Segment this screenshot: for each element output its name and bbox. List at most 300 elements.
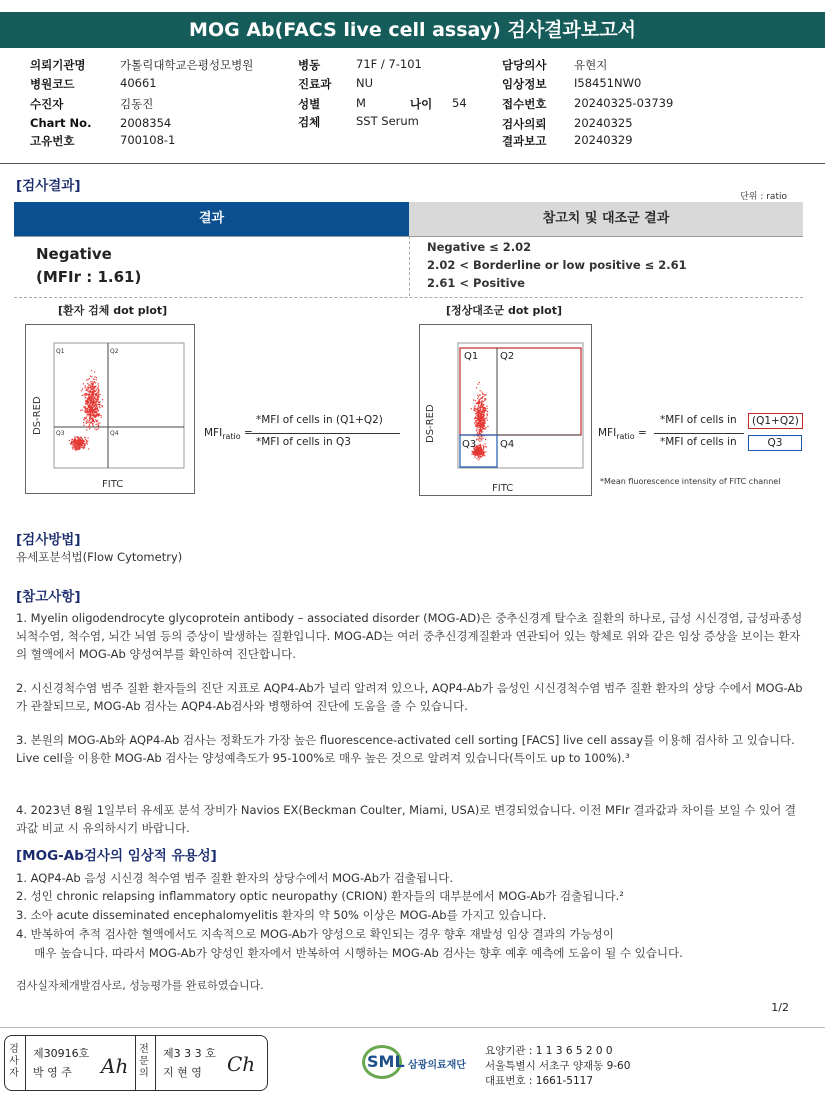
scatter-dot: [87, 383, 88, 384]
scatter-dot: [100, 404, 101, 405]
scatter-dot: [90, 422, 91, 423]
scatter-dot: [101, 405, 102, 406]
scatter-dot: [87, 441, 88, 442]
scatter-dot: [92, 419, 93, 420]
scatter-dot: [483, 424, 484, 425]
scatter-dot: [97, 388, 98, 389]
scatter-dot: [79, 442, 80, 443]
footer-sep-1: [25, 1036, 26, 1090]
scatter-dot: [95, 391, 96, 392]
scatter-dot: [75, 443, 76, 444]
scatter-dot: [78, 444, 79, 445]
scatter-dot: [484, 394, 485, 395]
scatter-dot: [96, 414, 97, 415]
scatter-dot: [80, 439, 81, 440]
scatter-dot: [95, 395, 96, 396]
scatter-dot: [480, 428, 481, 429]
scatter-dot: [98, 392, 99, 393]
scatter-dot: [481, 392, 482, 393]
scatter-dot: [80, 410, 81, 411]
scatter-dot: [87, 394, 88, 395]
scatter-dot: [484, 400, 485, 401]
scatter-dot: [89, 426, 90, 427]
scatter-dot: [479, 441, 480, 442]
scatter-dot: [87, 413, 88, 414]
scatter-dot: [85, 406, 86, 407]
scatter-dot: [97, 413, 98, 414]
scatter-dot: [98, 385, 99, 386]
scatter-dot: [478, 436, 479, 437]
control-plot-caption: [정상대조군 dot plot]: [446, 304, 562, 317]
scatter-dot: [91, 385, 92, 386]
scatter-dot: [95, 382, 96, 383]
scatter-dot: [91, 409, 92, 410]
formula-right-denominator: *MFI of cells in: [660, 436, 737, 448]
scatter-dot: [476, 413, 477, 414]
scatter-dot: [74, 438, 75, 439]
scatter-dot: [481, 402, 482, 403]
scatter-dot: [85, 404, 86, 405]
scatter-dot: [478, 412, 479, 413]
control-plot-svg: [420, 325, 591, 495]
scatter-dot: [86, 416, 87, 417]
scatter-dot: [93, 400, 94, 401]
agency-number: 요양기관 : 1 1 3 6 5 2 0 0: [485, 1045, 613, 1057]
scatter-dot: [87, 387, 88, 388]
scatter-dot: [78, 441, 79, 442]
scatter-dot: [483, 428, 484, 429]
scatter-dot: [482, 445, 483, 446]
scatter-dot: [479, 447, 480, 448]
scatter-dot: [89, 424, 90, 425]
scatter-dot: [478, 454, 479, 455]
scatter-dot: [475, 424, 476, 425]
scatter-dot: [478, 399, 479, 400]
scatter-dot: [487, 408, 488, 409]
scatter-dot: [482, 438, 483, 439]
formula-right-fraction-line: [654, 433, 744, 434]
scatter-dot: [85, 387, 86, 388]
scatter-dot: [92, 423, 93, 424]
scatter-dot: [85, 385, 86, 386]
scatter-dot: [480, 425, 481, 426]
scatter-dot: [88, 379, 89, 380]
scatter-dot: [71, 439, 72, 440]
scatter-dot: [481, 429, 482, 430]
scatter-dot: [95, 386, 96, 387]
scatter-dot: [96, 405, 97, 406]
scatter-dot: [476, 452, 477, 453]
control-q2: Q2: [500, 351, 515, 362]
doctor-vertical-label: 전문의: [139, 1044, 149, 1079]
scatter-dot: [83, 441, 84, 442]
scatter-dot: [91, 397, 92, 398]
scatter-dot: [88, 398, 89, 399]
scatter-dot: [480, 411, 481, 412]
scatter-dot: [71, 441, 72, 442]
scatter-dot: [485, 418, 486, 419]
scatter-dot: [96, 406, 97, 407]
scatter-dot: [486, 417, 487, 418]
scatter-dot: [87, 408, 88, 409]
scatter-dot: [93, 402, 94, 403]
control-dot-plot: [419, 324, 592, 496]
scatter-dot: [85, 400, 86, 401]
scatter-dot: [86, 410, 87, 411]
scatter-dot: [90, 417, 91, 418]
scatter-dot: [477, 398, 478, 399]
notes-heading: [참고사항]: [16, 589, 81, 605]
scatter-dot: [101, 417, 102, 418]
scatter-dot: [86, 421, 87, 422]
scatter-dot: [81, 441, 82, 442]
scatter-dot: [83, 440, 84, 441]
scatter-dot: [478, 440, 479, 441]
scatter-dot: [74, 444, 75, 445]
scatter-dot: [90, 381, 91, 382]
scatter-dot: [74, 442, 75, 443]
control-q3: Q3: [462, 439, 477, 450]
scatter-dot: [487, 420, 488, 421]
scatter-dot: [94, 409, 95, 410]
scatter-dot: [93, 421, 94, 422]
scatter-dot: [94, 387, 95, 388]
scatter-dot: [484, 420, 485, 421]
scatter-dot: [477, 432, 478, 433]
scatter-dot: [98, 399, 99, 400]
scatter-dot: [487, 415, 488, 416]
scatter-dot: [485, 394, 486, 395]
scatter-dot: [479, 427, 480, 428]
scatter-dot: [86, 441, 87, 442]
scatter-dot: [87, 389, 88, 390]
scatter-dot: [87, 405, 88, 406]
scatter-dot: [478, 459, 479, 460]
control-x-label: FITC: [492, 483, 514, 494]
examiner-vertical-label: 검사자: [9, 1044, 19, 1079]
doctor-name: 지 현 영: [163, 1066, 202, 1079]
scatter-dot: [96, 379, 97, 380]
scatter-dot: [484, 418, 485, 419]
result-header-left: 결과: [14, 202, 409, 236]
scatter-dot: [74, 436, 75, 437]
scatter-dot: [85, 439, 86, 440]
scatter-dot: [487, 426, 488, 427]
scatter-dot: [93, 389, 94, 390]
control-y-label: DS-RED: [425, 404, 436, 443]
scatter-dot: [89, 408, 90, 409]
scatter-dot: [77, 448, 78, 449]
scatter-dot: [475, 450, 476, 451]
scatter-dot: [481, 436, 482, 437]
scatter-dot: [91, 388, 92, 389]
scatter-dot: [89, 418, 90, 419]
scatter-dot: [91, 422, 92, 423]
scatter-dot: [99, 406, 100, 407]
scatter-dot: [95, 429, 96, 430]
scatter-dot: [92, 386, 93, 387]
scatter-dot: [72, 446, 73, 447]
scatter-dot: [98, 383, 99, 384]
scatter-dot: [484, 426, 485, 427]
scatter-dot: [84, 411, 85, 412]
scatter-dot: [480, 394, 481, 395]
scatter-dot: [97, 409, 98, 410]
scatter-dot: [479, 444, 480, 445]
patient-plot-svg: [26, 325, 194, 493]
scatter-dot: [479, 453, 480, 454]
scatter-dot: [93, 414, 94, 415]
scatter-dot: [91, 370, 92, 371]
scatter-dot: [85, 444, 86, 445]
scatter-dot: [476, 387, 477, 388]
scatter-dot: [471, 454, 472, 455]
scatter-dot: [87, 419, 88, 420]
scatter-dot: [479, 429, 480, 430]
scatter-dot: [483, 401, 484, 402]
scatter-dot: [96, 429, 97, 430]
result-column-divider: [409, 236, 410, 296]
scatter-dot: [90, 418, 91, 419]
scatter-dot: [475, 425, 476, 426]
scatter-dot: [479, 411, 480, 412]
scatter-dot: [75, 449, 76, 450]
scatter-dot: [482, 449, 483, 450]
scatter-dot: [94, 421, 95, 422]
result-header-right: 참고치 및 대조군 결과: [409, 202, 803, 236]
examiner-name: 박 영 주: [33, 1066, 72, 1079]
scatter-dot: [76, 442, 77, 443]
scatter-dot: [93, 418, 94, 419]
scatter-dot: [99, 422, 100, 423]
scatter-dot: [478, 405, 479, 406]
scatter-dot: [99, 401, 100, 402]
scatter-dot: [99, 394, 100, 395]
scatter-dot: [479, 458, 480, 459]
scatter-dot: [81, 438, 82, 439]
scatter-dot: [82, 447, 83, 448]
scatter-dot: [94, 397, 95, 398]
scatter-dot: [485, 439, 486, 440]
scatter-dot: [478, 438, 479, 439]
scatter-dot: [86, 402, 87, 403]
patient-q1: Q1: [56, 348, 65, 355]
scatter-dot: [98, 428, 99, 429]
scatter-dot: [73, 447, 74, 448]
scatter-dot: [92, 384, 93, 385]
scatter-dot: [93, 379, 94, 380]
scatter-dot: [480, 447, 481, 448]
scatter-dot: [77, 440, 78, 441]
scatter-dot: [91, 376, 92, 377]
scatter-dot: [83, 448, 84, 449]
scatter-dot: [85, 410, 86, 411]
scatter-dot: [85, 395, 86, 396]
scatter-dot: [486, 446, 487, 447]
scatter-dot: [92, 383, 93, 384]
scatter-dot: [478, 457, 479, 458]
scatter-dot: [479, 420, 480, 421]
formula-right-numerator: *MFI of cells in: [660, 414, 737, 426]
scatter-dot: [93, 382, 94, 383]
scatter-dot: [89, 385, 90, 386]
scatter-dot: [483, 446, 484, 447]
patient-info: 의뢰기관명 가톨릭대학교은평성모병원 병원코드 40661 수진자 김동진 Chart No. 2008354 고유번호 700108-1 병동 71F / 7-101 진료과 NU 성별 M 나이 54 검체 SST Serum 담당의사 유현지 임상정보 I58451NW0 접수번호 20240325-03739 검사의뢰 20240325 결과보고 20240329: [0, 52, 825, 164]
scatter-dot: [98, 397, 99, 398]
scatter-dot: [89, 378, 90, 379]
scatter-dot: [474, 457, 475, 458]
scatter-dot: [98, 391, 99, 392]
scatter-dot: [96, 377, 97, 378]
scatter-dot: [86, 390, 87, 391]
scatter-dot: [479, 451, 480, 452]
scatter-dot: [483, 404, 484, 405]
phone: 대표번호 : 1661-5117: [485, 1075, 594, 1087]
scatter-dot: [94, 371, 95, 372]
scatter-dot: [89, 406, 90, 407]
scatter-dot: [485, 427, 486, 428]
scatter-dot: [98, 389, 99, 390]
scatter-dot: [94, 381, 95, 382]
scatter-dot: [477, 384, 478, 385]
scatter-dot: [97, 399, 98, 400]
scatter-dot: [477, 448, 478, 449]
scatter-dot: [76, 445, 77, 446]
utility-item-4-cont: 매우 높습니다. 따라서 MOG-Ab가 양성인 환자에서 반복하여 시행하는 MOG-Ab 검사는 향후 예후 예측에 도움이 될 수 있습니다.: [16, 946, 683, 960]
scatter-dot: [479, 450, 480, 451]
scatter-dot: [89, 420, 90, 421]
scatter-dot: [73, 445, 74, 446]
scatter-dot: [84, 407, 85, 408]
scatter-dot: [102, 406, 103, 407]
scatter-dot: [85, 408, 86, 409]
scatter-dot: [484, 415, 485, 416]
scatter-dot: [485, 443, 486, 444]
scatter-dot: [473, 452, 474, 453]
scatter-dot: [90, 394, 91, 395]
scatter-dot: [86, 442, 87, 443]
scatter-dot: [74, 440, 75, 441]
scatter-dot: [475, 422, 476, 423]
scatter-dot: [86, 423, 87, 424]
scatter-dot: [93, 392, 94, 393]
scatter-dot: [481, 413, 482, 414]
scatter-dot: [94, 403, 95, 404]
scatter-dot: [89, 391, 90, 392]
scatter-dot: [90, 413, 91, 414]
scatter-dot: [86, 418, 87, 419]
scatter-dot: [478, 416, 479, 417]
scatter-dot: [73, 444, 74, 445]
scatter-dot: [83, 446, 84, 447]
scatter-dot: [97, 408, 98, 409]
scatter-dot: [95, 405, 96, 406]
utility-item-4: 4. 반복하여 추적 검사한 혈액에서도 지속적으로 MOG-Ab가 양성으로 확인되는 경우 향후 재발성 임상 결과의 가능성이: [16, 927, 614, 941]
examiner-license: 제30916호: [33, 1047, 90, 1060]
scatter-dot: [98, 394, 99, 395]
report-title: MOG Ab(FACS live cell assay) 검사결과보고서: [0, 12, 825, 48]
scatter-dot: [90, 416, 91, 417]
scatter-dot: [96, 404, 97, 405]
scatter-dot: [479, 406, 480, 407]
method-heading: [검사방법]: [16, 532, 81, 548]
scatter-dot: [82, 409, 83, 410]
scatter-dot: [482, 417, 483, 418]
scatter-dot: [82, 395, 83, 396]
scatter-dot: [88, 437, 89, 438]
scatter-dot: [79, 446, 80, 447]
scatter-dot: [475, 400, 476, 401]
scatter-dot: [481, 424, 482, 425]
scatter-dot: [85, 397, 86, 398]
scatter-dot: [96, 402, 97, 403]
scatter-dot: [98, 404, 99, 405]
scatter-dot: [484, 409, 485, 410]
scatter-dot: [98, 410, 99, 411]
method-text: 유세포분석법(Flow Cytometry): [16, 550, 183, 564]
scatter-dot: [480, 450, 481, 451]
scatter-dot: [96, 411, 97, 412]
patient-q2: Q2: [110, 348, 119, 355]
scatter-dot: [98, 424, 99, 425]
scatter-dot: [93, 425, 94, 426]
scatter-dot: [90, 387, 91, 388]
scatter-dot: [98, 423, 99, 424]
scatter-dot: [477, 408, 478, 409]
note-item-2: 2. 시신경척수염 범주 질환 환자들의 진단 지표로 AQP4-Ab가 널리 알려져 있으나, AQP4-Ab가 음성인 시신경척수염 범주 질환 환자의 상당 수에서 MOG-Ab가 관찰되므로, MOG-Ab 검사는 AQP4-Ab검사와 병행하여 진단에 도움을 줄 수 있습니다.: [16, 681, 803, 713]
scatter-dot: [95, 419, 96, 420]
formula-right-num-box: (Q1+Q2): [748, 413, 803, 429]
scatter-dot: [479, 413, 480, 414]
scatter-dot: [91, 392, 92, 393]
address: 서울특별시 서초구 양재동 9-60: [485, 1060, 631, 1072]
scatter-dot: [485, 451, 486, 452]
scatter-dot: [476, 458, 477, 459]
scatter-dot: [83, 422, 84, 423]
scatter-dot: [480, 416, 481, 417]
scatter-dot: [76, 450, 77, 451]
validation-note: 검사실자체개발검사로, 성능평가를 완료하였습니다.: [16, 979, 264, 992]
scatter-dot: [480, 438, 481, 439]
scatter-dot: [89, 396, 90, 397]
scatter-dot: [476, 429, 477, 430]
scatter-dot: [82, 445, 83, 446]
patient-x-label: FITC: [102, 479, 124, 490]
scatter-dot: [482, 420, 483, 421]
scatter-dot: [81, 446, 82, 447]
scatter-dot: [95, 399, 96, 400]
formula-right-mfi: $MFI_{ratio}$ =: [598, 427, 647, 442]
utility-heading: [MOG-Ab검사의 임상적 유용성]: [16, 848, 217, 864]
scatter-dot: [92, 408, 93, 409]
scatter-dot: [482, 427, 483, 428]
scatter-dot: [479, 417, 480, 418]
scatter-dot: [485, 446, 486, 447]
scatter-dot: [102, 399, 103, 400]
examiner-signature: Ah: [101, 1054, 129, 1078]
scatter-dot: [88, 407, 89, 408]
scatter-dot: [86, 429, 87, 430]
scatter-dot: [83, 406, 84, 407]
scatter-dot: [92, 401, 93, 402]
scatter-dot: [476, 430, 477, 431]
scatter-dot: [479, 431, 480, 432]
scatter-dot: [83, 419, 84, 420]
scatter-dot: [93, 396, 94, 397]
scatter-dot: [476, 418, 477, 419]
scatter-dot: [94, 411, 95, 412]
scatter-dot: [86, 379, 87, 380]
